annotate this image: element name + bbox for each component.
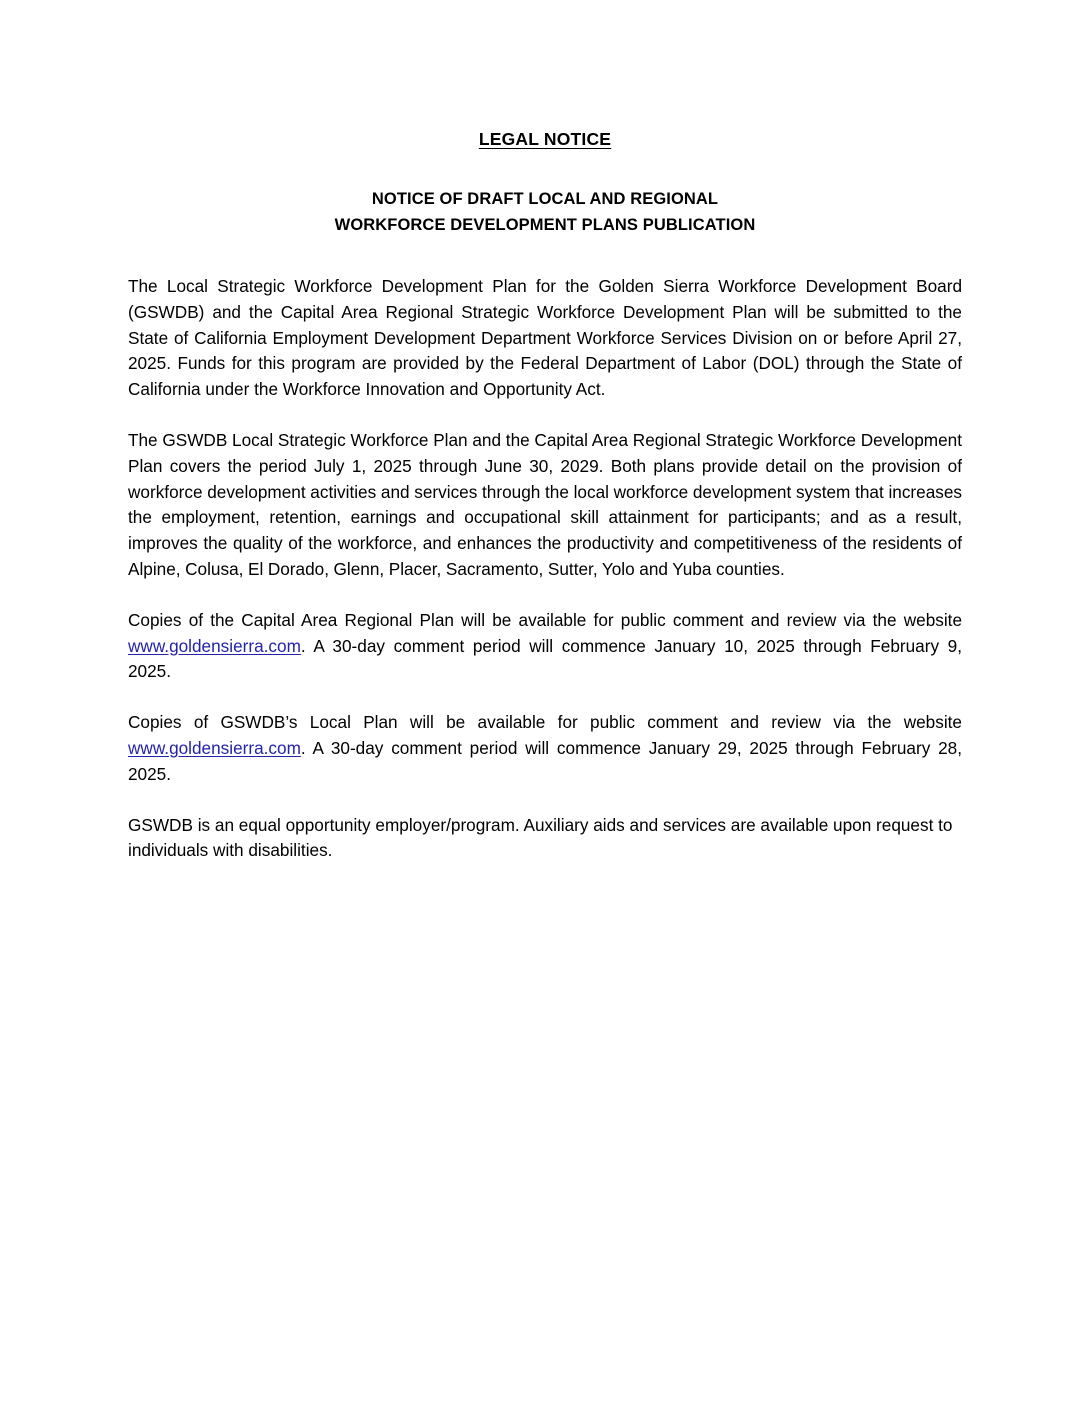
local-plan-text-before-link: Copies of GSWDB’s Local Plan will be available for public comment and review via the website: [128, 712, 962, 733]
paragraph-equal-opportunity-statement: GSWDB is an equal opportunity employer/program. Auxiliary aids and services are available upon request to individuals with disabilities.: [128, 814, 953, 861]
paragraph-plan-period-and-counties: The GSWDB Local Strategic Workforce Plan and the Capital Area Regional Strategic Workforce Development Plan covers the period July 1, 2025 through June 30, 2029. Both plans provide detail on the provision of workforce development activities and services through the local workforce development system that increases the employment, retention, earnings and occupational skill attainment for participants; and as a result, improves the quality of the workforce, and enhances the productivity and competitiveness of the residents of Alpine, Colusa, El Dorado, Glenn, Placer, Sacramento, Sutter, Yolo and Yuba counties.: [128, 429, 962, 579]
document-subtitle: [128, 152, 962, 238]
subtitle-line-1: NOTICE OF DRAFT LOCAL AND REGIONAL: [371, 190, 719, 208]
page-title-text: LEGAL NOTICE: [478, 129, 612, 149]
regional-plan-text-before-link: Copies of the Capital Area Regional Plan will be available for public comment and review via the website: [128, 609, 962, 630]
document-content-column: [128, 0, 962, 864]
goldensierra-website-link-regional[interactable]: www.goldensierra.com: [128, 635, 301, 656]
title-block: [128, 0, 962, 238]
subtitle-line-2: WORKFORCE DEVELOPMENT PLANS PUBLICATION: [334, 216, 756, 234]
paragraph-local-plan-comment-period: [128, 685, 962, 787]
paragraph-plan-submission: The Local Strategic Workforce Development Plan for the Golden Sierra Workforce Development Board (GSWDB) and the Capital Area Regional Strategic Workforce Development Plan will be submitted to the State of California Employment Development Department Workforce Services Division on or before April 27, 2025. Funds for this program are provided by the Federal Department of Labor (DOL) through the State of California under the Workforce Innovation and Opportunity Act.: [128, 276, 962, 400]
regional-plan-text-after-link: . A 30-day comment period will commence January 10, 2025 through February 9, 2025.: [128, 635, 962, 682]
page-title: [128, 126, 962, 152]
goldensierra-website-link-local[interactable]: www.goldensierra.com: [128, 737, 301, 758]
paragraph-regional-plan-comment-period: [128, 583, 962, 685]
local-plan-text-after-link: . A 30-day comment period will commence January 29, 2025 through February 28, 2025.: [128, 737, 962, 784]
